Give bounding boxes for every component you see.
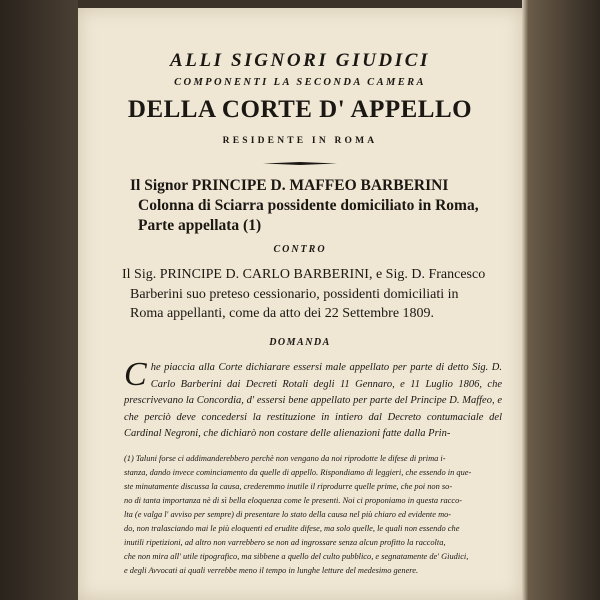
- footnote-line: stanza, dando invece cominciamento da quelle di appello. Rispondiamo di leggieri, che essendo in que-: [124, 468, 472, 477]
- book-gutter-left: [0, 0, 78, 600]
- appellanti-line-2: Barberini suo preteso cessionario, possidenti domiciliati in: [130, 286, 459, 302]
- appellanti-line-1: Il Sig. PRINCIPE D. CARLO BARBERINI, e Sig. D. Francesco: [122, 267, 486, 282]
- footnote: [124, 452, 504, 578]
- appellata-line-1: Il Signor PRINCIPE D. MAFFEO BARBERINI: [130, 177, 449, 194]
- appellata-line-3: Parte appellata (1): [138, 217, 262, 234]
- domanda-body-text: he piaccia alla Corte dichiarare essersi male appellato per parte di detto Sig. D. Carlo Barberini dai Decreti Rotali degli 11 Gennaro, e 11 Luglio 1806, che prescrivevano la Concordia, d' essersi bene appellato per parte del Principe D. Maffeo, e che perciò deve concedersi la restituzione in intiero dal Decreto contumaciale del Cardinal Negroni, che dichiarò non costare delle alienazioni fatte dalla Prin-: [124, 362, 502, 439]
- footnote-line: che non mira all' utile tipografico, ma sibbene a quello del culto pubblico, e segnatamente de' Giudici,: [124, 552, 469, 561]
- contro-label: CONTRO: [273, 244, 327, 255]
- drop-cap: C: [124, 356, 147, 393]
- appellanti-line-3: Roma appellanti, come da atto dei 22 Settembre 1809.: [130, 306, 435, 321]
- appellata-party: [130, 176, 500, 236]
- heading-corte-appello: DELLA CORTE D' APPELLO: [127, 96, 473, 123]
- ornamental-rule: [263, 162, 337, 165]
- appellanti-party: [122, 265, 502, 324]
- domanda-body: [124, 356, 502, 443]
- footnote-line: e degli Avvocati ai quali verrebbe meno il tempo in lunghe letture del medesimo genere.: [124, 566, 419, 575]
- heading-alli-signori-giudici: ALLI SIGNORI GIUDICI: [170, 50, 430, 71]
- footnote-line: do, non tralasciando mai le più eloquenti ed erudite difese, ma solo quelle, le quali non essendo che: [124, 524, 460, 533]
- footnote-line: inutili ripetizioni, ad altro non varrebbero se non ad ingrossare senza alcun profitto la raccolta,: [124, 538, 446, 547]
- heading-residente: RESIDENTE IN ROMA: [222, 136, 378, 146]
- footnote-line: ste minutamente discussa la causa, crederemmo inutile il riprodurre quelle prime, che poi non so-: [124, 482, 453, 491]
- footnote-line: no di tanta importanza nè di sì bella eloquenza come le presenti. Noi ci proponiamo in questa racco-: [124, 496, 463, 505]
- footnote-line: (1) Taluni forse ci addimanderebbero perchè non vengano da noi riprodotte le difese di prima i-: [124, 454, 446, 463]
- appellata-line-2: Colonna di Sciarra possidente domiciliato in Roma,: [138, 197, 479, 214]
- footnote-line: lta (e valga l' avviso per sempre) di presentare lo stato della causa nel più chiaro ed evidente mo-: [124, 510, 452, 519]
- book-edge-right: [522, 0, 600, 600]
- domanda-label: DOMANDA: [269, 337, 331, 348]
- document-page: [78, 8, 522, 600]
- heading-componenti: COMPONENTI LA SECONDA CAMERA: [174, 77, 426, 88]
